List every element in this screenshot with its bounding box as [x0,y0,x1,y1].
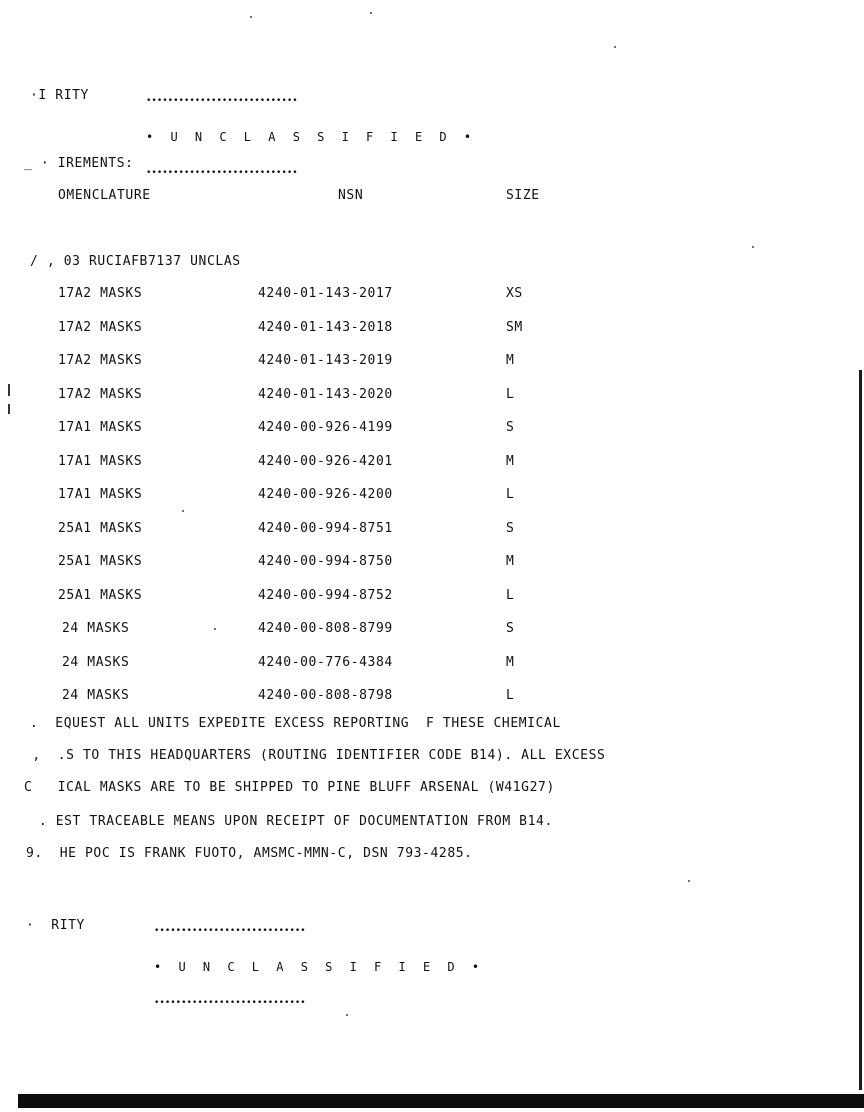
cell-size: S [506,521,515,536]
body-line-1: . EQUEST ALL UNITS EXPEDITE EXCESS REPORTING F THESE CHEMICAL [30,716,561,731]
scan-mark-left-1 [8,384,10,396]
scan-speck [346,1014,348,1016]
cell-nomenclature: 17A1 MASKS [58,487,143,502]
footer-banner-dots-top: •••••••••••••••••••••••••••• [154,926,306,936]
scan-speck [752,246,754,248]
table-row [0,420,864,440]
requirements-heading: _ · IREMENTS: [24,156,134,171]
footer-security-label: · RITY [26,918,85,933]
cell-size: M [506,454,515,469]
scan-mark-left-2 [8,404,10,414]
cell-nsn: 4240-01-143-2017 [258,286,393,301]
header-banner-dots-bottom: •••••••••••••••••••••••••••• [146,168,298,178]
cell-nomenclature: 17A2 MASKS [58,320,143,335]
cell-size: L [506,487,515,502]
cell-size: SM [506,320,523,335]
cell-nomenclature: 24 MASKS [62,655,130,670]
cell-size: S [506,621,515,636]
cell-nomenclature: 17A1 MASKS [58,420,143,435]
cell-nsn: 4240-00-994-8750 [258,554,393,569]
cell-size: L [506,387,515,402]
scan-speck [250,16,252,18]
cell-nsn: 4240-01-143-2020 [258,387,393,402]
cell-size: M [506,554,515,569]
scan-speck [370,12,372,14]
scan-speck [182,510,184,512]
cell-nsn: 4240-00-926-4200 [258,487,393,502]
cell-size: L [506,588,515,603]
routing-line: / , 03 RUCIAFB7137 UNCLAS [30,254,241,269]
table-row [0,454,864,474]
cell-nsn: 4240-00-776-4384 [258,655,393,670]
cell-size: M [506,353,515,368]
cell-nsn: 4240-00-926-4201 [258,454,393,469]
cell-nomenclature: 25A1 MASKS [58,554,143,569]
cell-nsn: 4240-01-143-2018 [258,320,393,335]
table-row [0,320,864,340]
cell-nomenclature: 24 MASKS [62,688,130,703]
header-banner-word: • U N C L A S S I F I E D • [146,130,477,144]
column-header-nsn: NSN [338,188,364,203]
scan-speck [614,46,616,48]
cell-size: L [506,688,515,703]
cell-nomenclature: 17A2 MASKS [58,387,143,402]
table-row [0,487,864,507]
scan-edge-right [859,370,862,1090]
body-line-4: . EST TRACEABLE MEANS UPON RECEIPT OF DOCUMENTATION FROM B14. [22,814,553,829]
cell-nomenclature: 17A1 MASKS [58,454,143,469]
table-row [0,387,864,407]
scan-edge-bottom [18,1094,864,1108]
table-row [0,353,864,373]
cell-nsn: 4240-00-808-8799 [258,621,393,636]
header-security-label: ·I RITY [30,88,89,103]
cell-nomenclature: 17A2 MASKS [58,286,143,301]
table-row [0,554,864,574]
table-row [0,588,864,608]
header-banner-dots-top: •••••••••••••••••••••••••••• [146,96,298,106]
table-row [0,655,864,675]
cell-nomenclature: 17A2 MASKS [58,353,143,368]
cell-nsn: 4240-00-808-8798 [258,688,393,703]
cell-nsn: 4240-00-994-8751 [258,521,393,536]
cell-size: XS [506,286,523,301]
table-row [0,621,864,641]
column-header-nomenclature: OMENCLATURE [58,188,151,203]
cell-nsn: 4240-00-994-8752 [258,588,393,603]
footer-banner-word: • U N C L A S S I F I E D • [154,960,485,974]
body-line-5: 9. HE POC IS FRANK FUOTO, AMSMC-MMN-C, DSN 793-4285. [26,846,473,861]
cell-nsn: 4240-01-143-2019 [258,353,393,368]
cell-nomenclature: 25A1 MASKS [58,588,143,603]
footer-classification-banner [154,902,484,1032]
footer-banner-dots-bottom: •••••••••••••••••••••••••••• [154,998,306,1008]
table-row [0,521,864,541]
table-row [0,286,864,306]
body-line-2: , .S TO THIS HEADQUARTERS (ROUTING IDENTIFIER CODE B14). ALL EXCESS [24,748,606,763]
column-header-size: SIZE [506,188,540,203]
header-classification-banner [146,72,476,202]
body-line-3: C ICAL MASKS ARE TO BE SHIPPED TO PINE BLUFF ARSENAL (W41G27) [24,780,555,795]
scan-speck [214,628,216,630]
cell-nomenclature: 25A1 MASKS [58,521,143,536]
cell-nomenclature: 24 MASKS [62,621,130,636]
table-row [0,688,864,708]
cell-nsn: 4240-00-926-4199 [258,420,393,435]
scan-speck [688,880,690,882]
cell-size: S [506,420,515,435]
cell-size: M [506,655,515,670]
